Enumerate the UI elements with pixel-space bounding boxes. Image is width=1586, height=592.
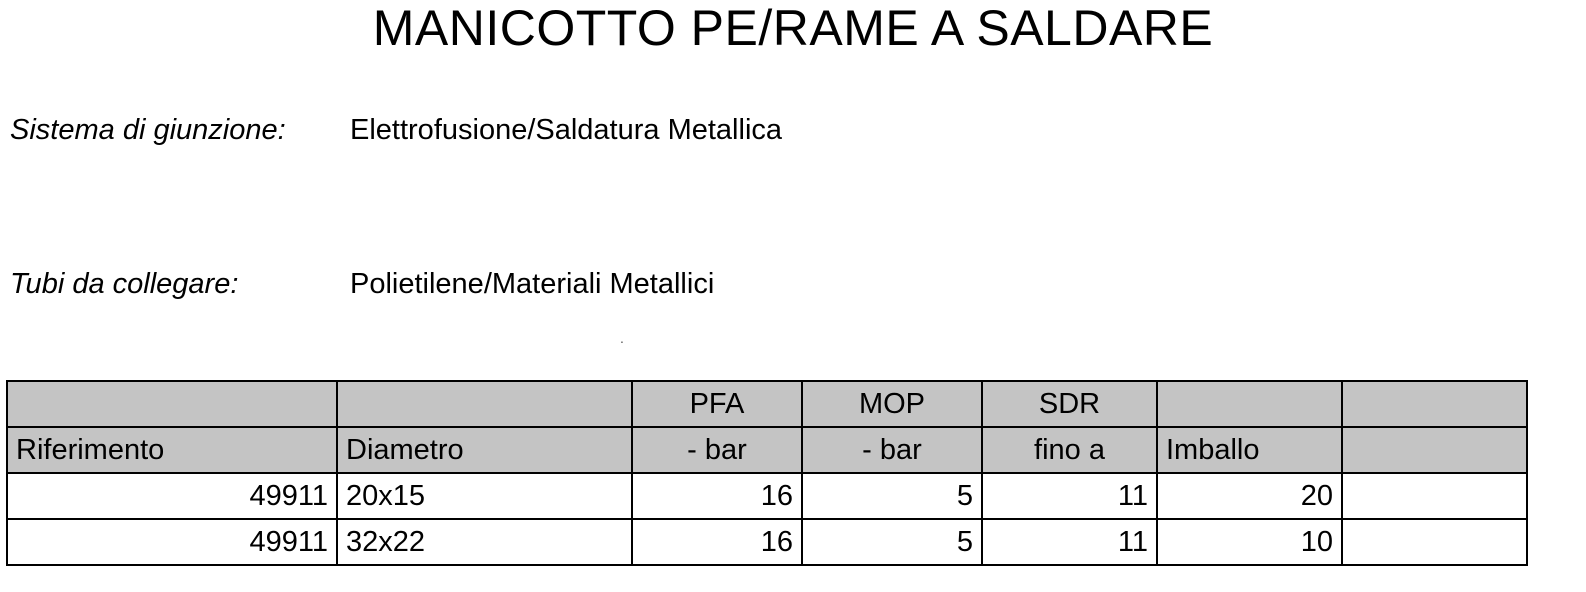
cell-mop: 5 [802, 473, 982, 519]
specifications-block [10, 105, 1110, 300]
table-header-row-top [7, 381, 1527, 427]
cell-diametro: 32x22 [337, 519, 632, 565]
table-header-row-bottom [7, 427, 1527, 473]
cell-imballo: 20 [1157, 473, 1342, 519]
header-cell-riferimento: Riferimento [7, 427, 337, 473]
spec-value-pipes: Polietilene/Materiali Metallici [350, 268, 715, 300]
table-body [7, 473, 1527, 565]
header-cell-imballo: Imballo [1157, 427, 1342, 473]
stray-dot-marker: . [620, 330, 624, 346]
cell-sdr: 11 [982, 519, 1157, 565]
table-row [7, 473, 1527, 519]
header-cell-last-top [1342, 381, 1527, 427]
table-header [7, 381, 1527, 473]
header-cell-riferimento-top [7, 381, 337, 427]
spec-row-joining-system [10, 105, 1110, 157]
cell-mop: 5 [802, 519, 982, 565]
cell-riferimento: 49911 [7, 473, 337, 519]
spec-label-pipes: Tubi da collegare: [10, 268, 239, 300]
header-cell-pfa-unit: - bar [632, 427, 802, 473]
cell-pfa: 16 [632, 519, 802, 565]
header-cell-mop-unit: - bar [802, 427, 982, 473]
cell-last [1342, 473, 1527, 519]
product-table [6, 380, 1528, 566]
header-cell-mop: MOP [802, 381, 982, 427]
spec-row-pipes [10, 259, 1110, 311]
spec-label-joining-system: Sistema di giunzione: [10, 114, 286, 146]
cell-last [1342, 519, 1527, 565]
cell-riferimento: 49911 [7, 519, 337, 565]
cell-pfa: 16 [632, 473, 802, 519]
header-cell-last [1342, 427, 1527, 473]
header-cell-pfa: PFA [632, 381, 802, 427]
cell-diametro: 20x15 [337, 473, 632, 519]
spec-value-joining-system: Elettrofusione/Saldatura Metallica [350, 114, 783, 146]
header-cell-imballo-top [1157, 381, 1342, 427]
table-row [7, 519, 1527, 565]
header-cell-sdr: SDR [982, 381, 1157, 427]
page-title: MANICOTTO PE/RAME A SALDARE [372, 0, 1214, 56]
header-cell-diametro-top [337, 381, 632, 427]
cell-imballo: 10 [1157, 519, 1342, 565]
header-cell-diametro: Diametro [337, 427, 632, 473]
cell-sdr: 11 [982, 473, 1157, 519]
header-cell-sdr-unit: fino a [982, 427, 1157, 473]
